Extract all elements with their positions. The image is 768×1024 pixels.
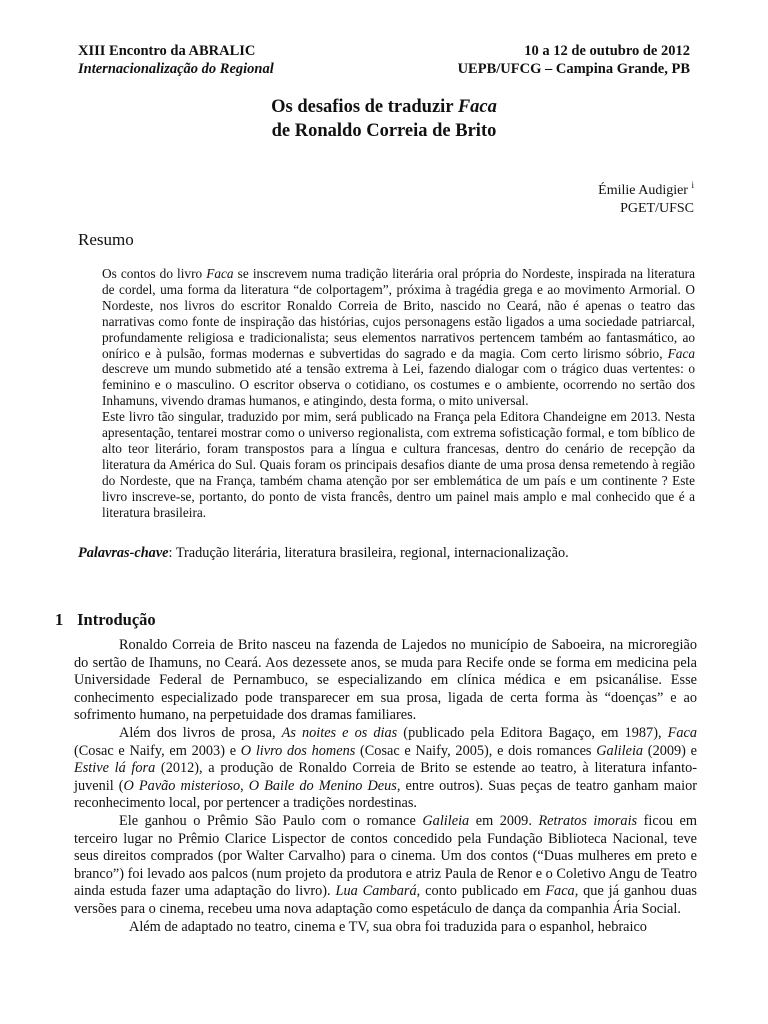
keywords-label: Palavras-chave: [78, 545, 169, 561]
body-paragraph: Ronaldo Correia de Brito nasceu na fazenda de Lajedos no município de Saboeira, na microregião do sertão de Ihamuns, no Ceará. Aos dezessete anos, se muda para Recife onde se forma em medicina pela Universidade Federal de Pernambuco, se especializando em clínica médica e em psicanálise. Esse conhecimento especializado pode transparecer em sua prosa, ligada de certa forma às “doenças” e ao sofrimento humano, na perpetuidade dos dramas familiares.: [74, 637, 697, 724]
section-heading: [55, 610, 156, 630]
italic-run: As noites e os dias: [281, 724, 398, 741]
keywords-list: : Tradução literária, literatura brasileira, regional, internacionalização.: [168, 545, 569, 561]
body-paragraph: [74, 725, 697, 813]
text-run: , entre outros). Suas peças de teatro ganham maior reconhecimento local, por pertencer a tradições nordestinas.: [74, 777, 697, 812]
italic-run: Retratos imorais: [538, 812, 638, 829]
author-affiliation: PGET/UFSC: [620, 201, 694, 216]
paper-title: [0, 95, 768, 143]
text-run: , conto publicado em: [416, 883, 546, 900]
italic-run: Galileia: [422, 812, 470, 829]
italic-run: Faca: [667, 724, 698, 741]
text-run: (2009) e: [643, 742, 697, 759]
italic-run: Faca: [206, 266, 234, 281]
text-run: se inscrevem numa tradição literária oral própria do Nordeste, inspirada na literatura de cordel, uma forma da literatura “de colportagem”, próxima à tragédia grega e ao movimento Armorial. O Nordeste, nos livros do escritor Ronaldo Correia de Brito, nascido no Ceará, não é apenas o teatro das narrativas como fonte de inspiração das histórias, cujos personagens estão ligados a uma sociedade patriarcal, profundamente religiosa e tradicionalista; seus elementos narrativos pertencem também ao fantasmático, ao onírico e à pulsão, formas modernas e subvertidas do sagrado e da magia. Com certo lirismo sóbrio,: [102, 266, 695, 361]
event-location: UEPB/UFCG – Campina Grande, PB: [457, 61, 690, 77]
italic-run: Faca: [667, 345, 695, 361]
section-title: Introdução: [77, 610, 156, 629]
event-theme: Internacionalização do Regional: [78, 61, 274, 77]
body-paragraph: [74, 813, 697, 919]
event-name: XIII Encontro da ABRALIC: [78, 43, 256, 59]
body-text: [74, 637, 697, 936]
running-header: [78, 42, 690, 78]
title-line1-text: Os desafios de traduzir: [271, 97, 458, 117]
text-run: Ele ganhou o Prêmio São Paulo com o romance: [119, 812, 423, 829]
body-paragraph: Além de adaptado no teatro, cinema e TV, sua obra foi traduzida para o espanhol, hebraico: [129, 918, 647, 935]
text-run: (2012), a produção de Ronaldo Correia de Brito se estende ao teatro, à literatura infanto-juvenil (: [74, 760, 697, 794]
author-note-mark: i: [691, 180, 694, 190]
text-run: , que já ganhou duas versões para o cinema, recebeu uma nova adaptação como espetáculo de dança da companhia Ária Social.: [74, 883, 697, 917]
text-run: Além dos livros de prosa,: [119, 724, 282, 741]
text-run: (Cosac e Naify, em 2003) e: [74, 742, 241, 759]
title-line2: de Ronaldo Correia de Brito: [271, 121, 497, 141]
section-number: 1: [55, 610, 64, 629]
title-book-name: Faca: [457, 97, 497, 117]
abstract-paragraph: Este livro tão singular, traduzido por mim, será publicado na França pela Editora Chandeigne em 2013. Nesta apresentação, tentarei mostrar como o universo regionalista, com extrema sofisticação formal, e tom bíblico de alto teor literário, foram transpostos para a língua e cultura francesas, dentro do cenário de recepção da literatura da América do Sul. Quais foram os principais desafios diante de uma prosa densa remetendo à região do Nordeste, que na França, também chama atenção por ser emblemática de um país e um continente ? Este livro inscreve-se, portanto, do ponto de vista francês, dentro um painel mais amplo e mal conhecido que é a literatura brasileira.: [102, 409, 695, 520]
italic-run: O Pavão misterioso: [123, 777, 241, 794]
text-run: (publicado pela Editora Bagaço, em 1987),: [397, 724, 668, 741]
italic-run: O Baile do Menino Deus: [248, 777, 397, 794]
text-run: descreve um mundo submetido até a tensão extrema à Lei, fazendo dialogar com o trágico duas vertentes: o feminino e o masculino. O escritor observa o cotidiano, os costumes e o ambiente, ocorrendo no sertão dos Inhamuns, vivendo dramas humanos, e atingindo, desta forma, o mito universal.: [102, 361, 695, 409]
text-run: Os contos do livro: [102, 266, 207, 281]
author-block: [598, 176, 694, 218]
keywords: [78, 544, 695, 562]
event-dates: 10 a 12 de outubro de 2012: [524, 43, 690, 59]
italic-run: O livro dos homens: [240, 742, 356, 759]
italic-run: Lua Cambará: [335, 883, 417, 900]
abstract-heading: Resumo: [78, 230, 134, 249]
italic-run: Galileia: [596, 742, 644, 759]
abstract-paragraph: [102, 266, 695, 409]
italic-run: Estive lá fora: [74, 760, 156, 777]
author-name: Émilie Audigier: [598, 183, 688, 198]
text-run: (Cosac e Naify, 2005), e dois romances: [355, 742, 597, 759]
text-run: ,: [240, 777, 249, 794]
italic-run: Faca: [545, 883, 575, 900]
text-run: em 2009.: [469, 812, 539, 829]
text-run: ficou em terceiro lugar no Prêmio Clarice Lispector de contos concedido pela Fundação Biblioteca Nacional, teve seus direitos comprados (por Walter Carvalho) para o cinema. Um dos contos (“Duas mulheres em preto e branco”) foi levado aos palcos (num projeto da produtora e atriz Paula de Renor e o Coletivo Angu de Teatro ainda estuda fazer uma adaptação do livro).: [74, 812, 698, 900]
abstract-text: [102, 266, 695, 521]
